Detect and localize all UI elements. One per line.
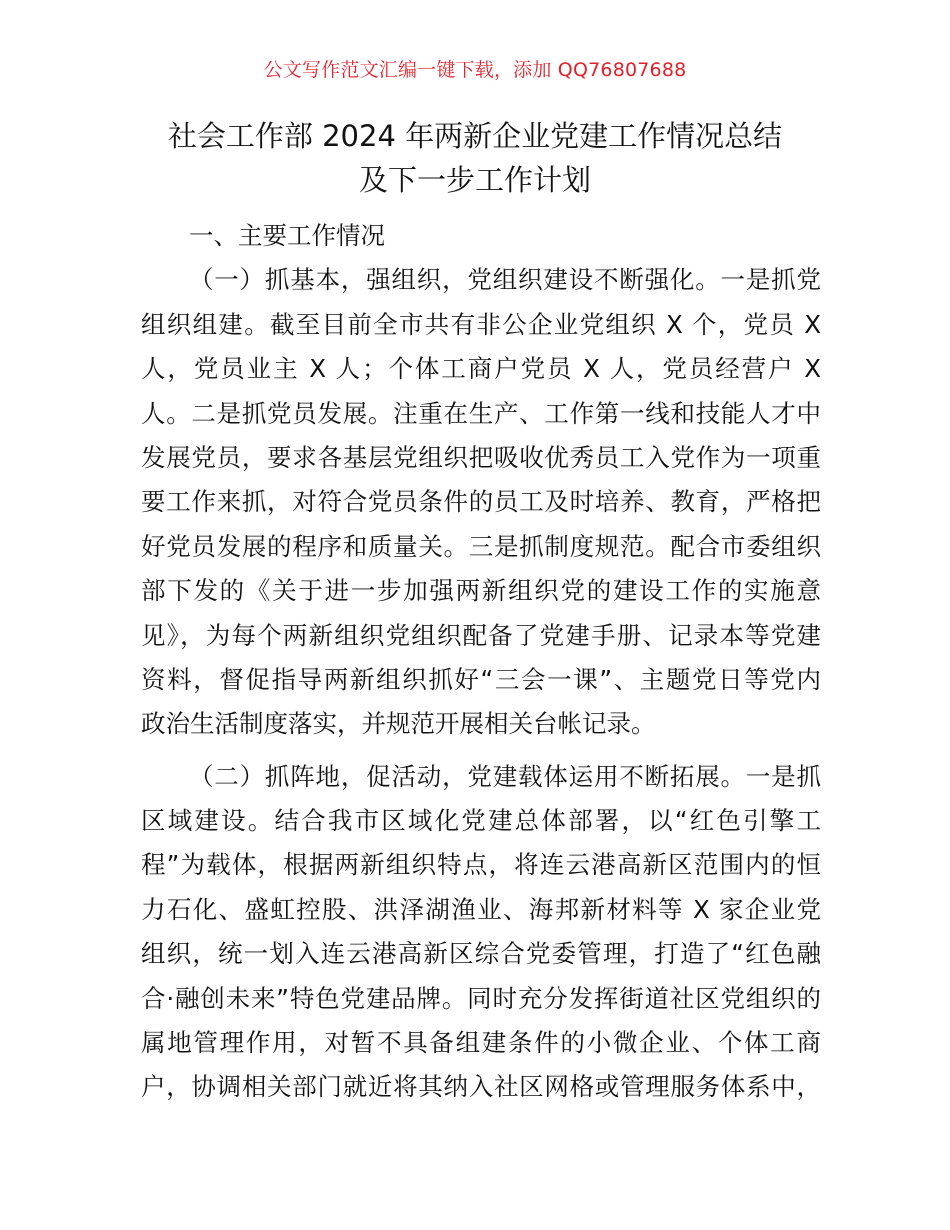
paragraph-line: 区域建设。结合我市区域化党建总体部署，以“红色引擎工: [141, 806, 821, 836]
paragraph-gap: [141, 747, 821, 755]
paragraph-line: 力石化、盛虹控股、洪泽湖渔业、海邦新材料等 X 家企业党: [141, 894, 821, 924]
paragraph-line: 属地管理作用，对暂不具备组建条件的小微企业、个体工商: [141, 1028, 821, 1058]
download-notice: 公文写作范文汇编一键下载，添加 QQ76807688: [263, 59, 687, 81]
paragraph-line: 合·融创未来”特色党建品牌。同时充分发挥街道社区党组织的: [141, 983, 821, 1013]
paragraph-line: 好党员发展的程序和质量关。三是抓制度规范。配合市委组织: [141, 531, 821, 561]
paragraph-2: [141, 755, 821, 1110]
paragraph-line: 部下发的《关于进一步加强两新组织党的建设工作的实施意: [141, 576, 821, 606]
paragraph-line: 发展党员，要求各基层党组织把吸收优秀员工入党作为一项重: [141, 442, 821, 472]
paragraph-line: 人，党员业主 X 人；个体工商户党员 X 人，党员经营户 X: [141, 354, 821, 384]
paragraph-line: 人。二是抓党员发展。注重在生产、工作第一线和技能人才中: [141, 398, 821, 428]
paragraph-line: 户，协调相关部门就近将其纳入社区网格或管理服务体系中，: [141, 1072, 821, 1102]
paragraph-line: 组织，统一划入连云港高新区综合党委管理，打造了“红色融: [141, 939, 821, 969]
paragraph-line: 要工作来抓，对符合党员条件的员工及时培养、教育，严格把: [141, 487, 821, 517]
title-line-1: 社会工作部 2024 年两新企业党建工作情况总结: [167, 119, 783, 153]
paragraph-line: 资料，督促指导两新组织抓好“三会一课”、主题党日等党内: [141, 664, 821, 694]
paragraph-line: 程”为载体，根据两新组织特点，将连云港高新区范围内的恒: [141, 850, 821, 880]
paragraph-line: 组织组建。截至目前全市共有非公企业党组织 X 个，党员 X: [141, 309, 821, 339]
title-line-2: 及下一步工作计划: [358, 163, 591, 197]
paragraph-line: 政治生活制度落实，并规范开展相关台帐记录。: [141, 709, 656, 739]
document-body: [141, 214, 821, 1110]
paragraph-line: （一）抓基本，强组织，党组织建设不断强化。一是抓党: [189, 265, 821, 295]
paragraph-1: [141, 258, 821, 746]
section-heading: 一、主要工作情况: [189, 221, 385, 250]
paragraph-line: （二）抓阵地，促活动，党建载体运用不断拓展。一是抓: [189, 761, 821, 791]
document-title: [130, 114, 820, 202]
paragraph-line: 见》，为每个两新组织党组织配备了党建手册、记录本等党建: [141, 620, 821, 650]
